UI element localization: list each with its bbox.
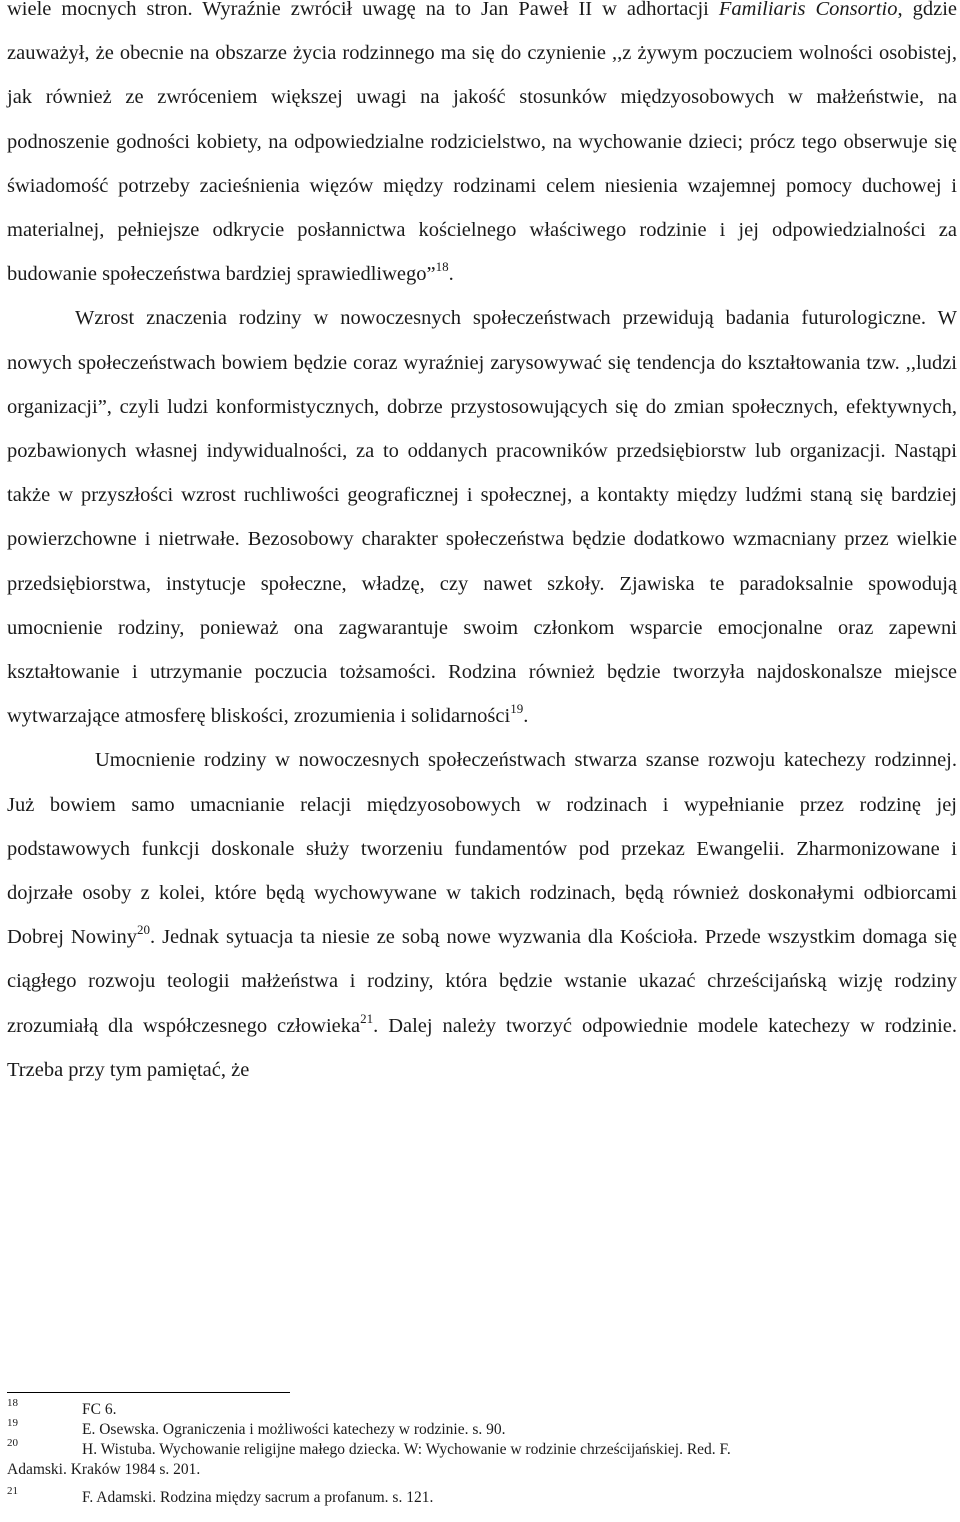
- document-page: [7, 0, 957, 1506]
- text-run: Umocnienie rodziny w nowoczesnych społeczeństwach stwarza szanse rozwoju katechezy rodzinnej. Już bowiem samo umacnianie relacji międzyosobowych w rodzinach i wypełnianie przez rodzinę jej podstawowych funkcji doskonale służy tworzeniu fundamentów pod przekaz Ewangelii. Zharmonizowane i dojrzałe osoby z kolei, które będą wychowywane w takich rodzinach, będą również doskonałymi odbiorcami Dobrej Nowiny: [7, 749, 957, 949]
- footnote: [7, 1417, 957, 1440]
- footnote-reference: 19: [510, 701, 524, 717]
- paragraph: [7, 296, 957, 738]
- footnote-text: FC 6.: [82, 1401, 117, 1418]
- footnote-separator: [7, 1392, 290, 1393]
- footnote-reference: 21: [360, 1010, 374, 1026]
- text-run: .: [448, 263, 454, 286]
- footnote-reference: 20: [136, 922, 150, 938]
- footnote-text: H. Wistuba. Wychowanie religijne małego dziecka. W: Wychowanie w rodzinie chrześcijańskiej. Red. F.: [82, 1441, 731, 1458]
- text-run: Wzrost znaczenia rodziny w nowoczesnych społeczeństwach przewidują badania futurologiczne. W nowych społeczeństwach bowiem będzie coraz wyraźniej zarysowywać się tendencja do kształtowania tzw. ,,ludzi organizacji”, czyli ludzi konformistycznych, dobrze przystosowujących się do zmian społecznych, efektywnych, pozbawionych własnej indywidualności, za to oddanych pracowników przedsiębiorstw lub organizacji. Nastąpi także w przyszłości wzrost ruchliwości geograficznej i społecznej, a kontakty między ludźmi staną się bardziej powierzchowne i nietrwałe. Bezosobowy charakter społeczeństwa będzie dodatkowo wzmacniany przez wielkie przedsiębiorstwa, instytucje społeczne, władzę, czy nawet szkoły. Zjawiska te paradoksalnie spowodują umocnienie rodziny, ponieważ ona zagwarantuje swoim członkom wsparcie emocjonalne oraz zapewni kształtowanie i utrzymanie poczucia tożsamości. Rodzina również będzie tworzyła najdoskonalsze miejsce wytwarzające atmosferę bliskości, zrozumienia i solidarności: [7, 307, 957, 728]
- text-run: wiele mocnych stron. Wyraźnie zwrócił uwagę na to Jan Paweł II w adhortacji: [7, 0, 719, 20]
- text-run: . Jednak sytuacja ta niesie ze sobą nowe wyzwania dla Kościoła. Przede wszystkim domaga się ciągłego rozwoju teologii małżeństwa i rodziny, która będzie wstanie ukazać chrześcijańską wizję rodziny zrozumiałą dla współczesnego człowieka: [7, 926, 957, 1037]
- footnote-number: 18: [7, 1397, 18, 1409]
- footnote: [7, 1397, 957, 1420]
- footnote-number: 21: [7, 1485, 18, 1497]
- body-text: [7, 0, 957, 1092]
- paragraph: [7, 738, 957, 1092]
- footnote-text: E. Osewska. Ograniczenia i możliwości katechezy w rodzinie. s. 90.: [82, 1421, 506, 1438]
- footnote: [7, 1437, 957, 1480]
- footnote-number: 20: [7, 1437, 18, 1449]
- text-run: , gdzie zauważył, że obecnie na obszarze życia rodzinnego ma się do czynienie ,,z żywym poczuciem wolności osobistej, jak również ze zwróceniem większej uwagi na jakość stosunków międzyosobowych w małżeństwie, na podnoszenie godności kobiety, na odpowiedzialne rodzicielstwo, na wychowanie dzieci; prócz tego obserwuje się świadomość potrzeby zacieśnienia więzów między rodzinami celem niesienia wzajemnej pomocy duchowej i materialnej, pełniejsze odkrycie posłannictwa kościelnego właściwego rodzinie i jej odpowiedzialności za budowanie społeczeństwa bardziej sprawiedliwego”: [7, 0, 957, 286]
- text-run: . Dalej należy tworzyć odpowiednie modele katechezy w rodzinie. Trzeba przy tym pamiętać, że: [7, 1014, 957, 1081]
- footnote-text-continuation: Adamski. Kraków 1984 s. 201.: [7, 1461, 201, 1478]
- italic-title: Familiaris Consortio: [718, 0, 898, 20]
- footnote: [7, 1485, 957, 1508]
- text-run: .: [523, 705, 529, 728]
- footnote-text: F. Adamski. Rodzina między sacrum a profanum. s. 121.: [82, 1489, 434, 1506]
- footnote-reference: 18: [435, 259, 449, 275]
- footnote-number: 19: [7, 1417, 18, 1429]
- paragraph: [7, 0, 957, 296]
